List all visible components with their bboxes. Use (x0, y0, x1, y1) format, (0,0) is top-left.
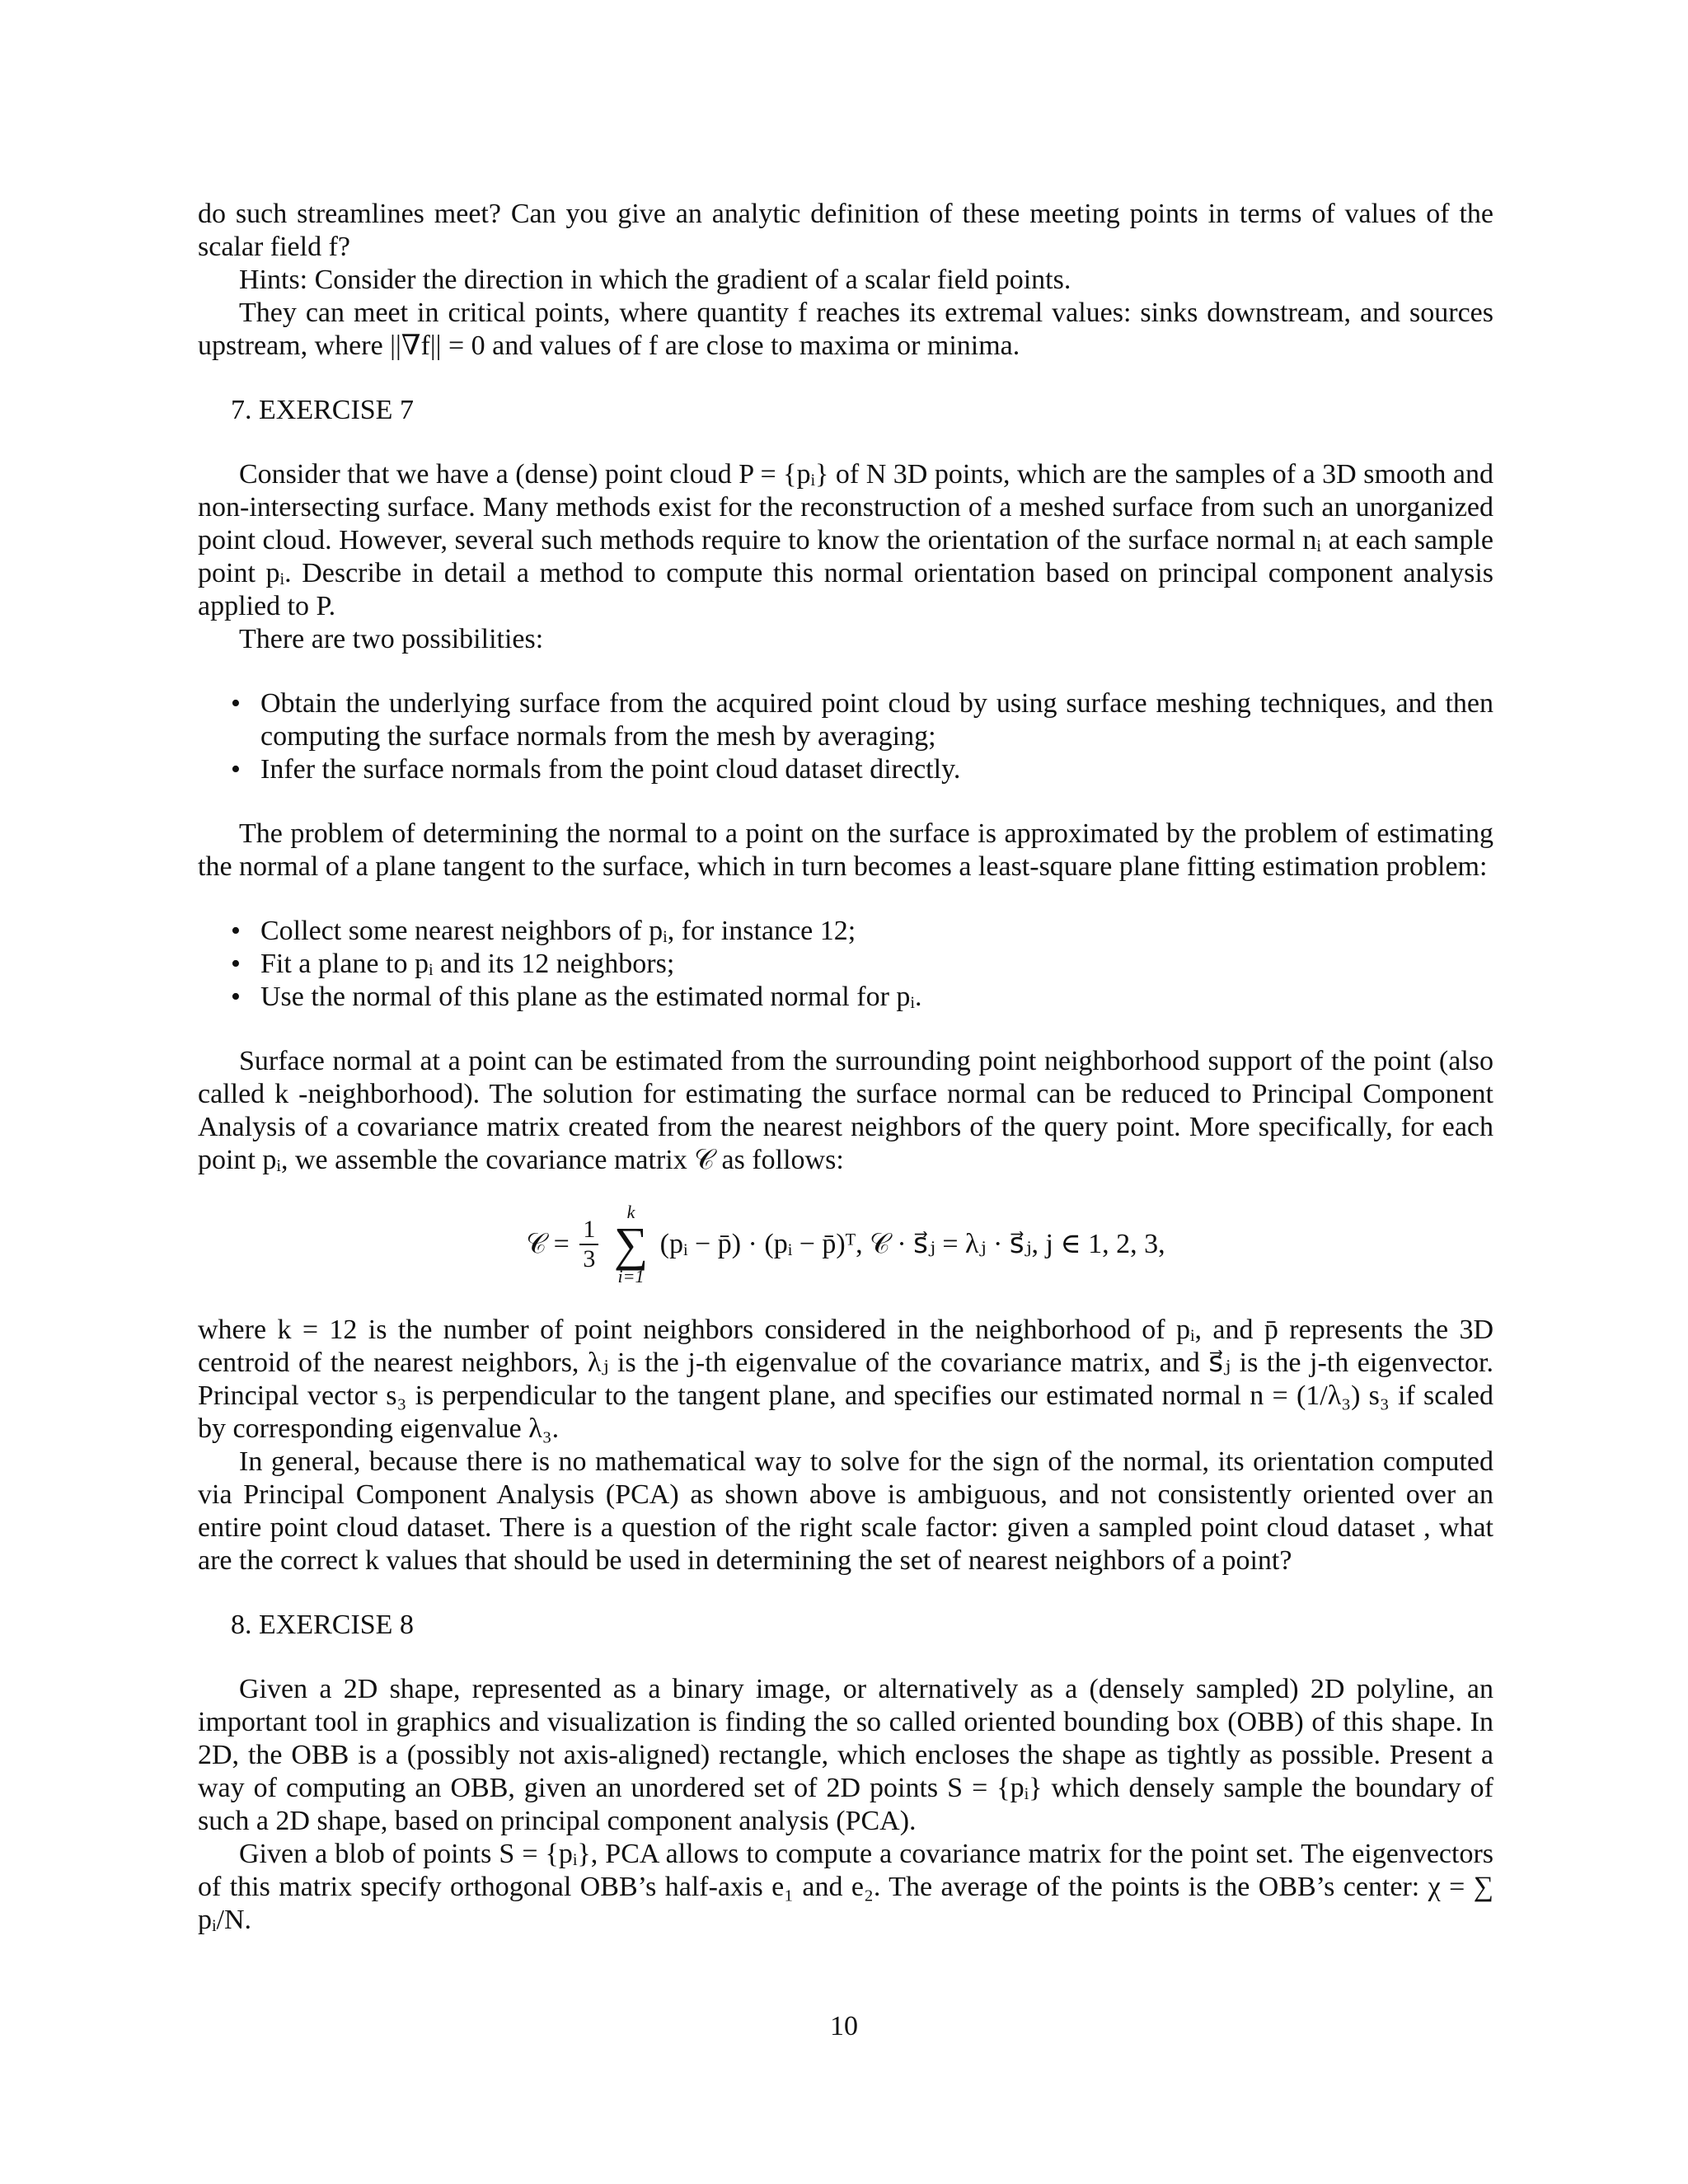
section-heading-exercise-8: 8. EXERCISE 8 (231, 1610, 414, 1640)
summation-sign: ∑ (613, 1217, 649, 1271)
paragraph-two-possibilities: There are two possibilities: (239, 624, 544, 654)
fraction-numerator: 1 (579, 1216, 598, 1245)
equation-fraction (579, 1216, 598, 1273)
fraction-denominator: 3 (583, 1245, 596, 1272)
paragraph-hints: Hints: Consider the direction in which the gradient of a scalar field points. (239, 265, 1071, 295)
list-item-text: Fit a plane to pᵢ and its 12 neighbors; (260, 949, 675, 979)
page-number: 10 (830, 2011, 858, 2041)
paragraph-exercise-8-question: Given a 2D shape, represented as a binary image, or alternatively as a (densely sampled) 2D polyline, an important tool in graphics and visualization is finding the so called oriented bounding box (OBB) of this shape. In 2D, the OBB is a (possibly not axis-aligned) rectangle, which encloses the shape as tightly as possible. Present a way of computing an OBB, given an unordered set of 2D points S = {pᵢ} which densely sample the boundary of such a 2D shape, based on principal component analysis (PCA). (198, 1674, 1493, 1836)
list-item (231, 981, 1493, 1014)
list-item (231, 948, 1493, 981)
bullet-icon: • (231, 949, 241, 979)
bullet-list-steps (231, 915, 1493, 1014)
summation-lower-limit: i=1 (617, 1266, 645, 1286)
covariance-equation (198, 1202, 1493, 1292)
list-item (231, 915, 1493, 948)
paragraph-normal-problem: The problem of determining the normal to a point on the surface is approximated by the problem of estimating the normal of a plane tangent to the surface, which in turn becomes a least-square plane fitting estimation problem: (198, 818, 1493, 882)
paragraph-where: where k = 12 is the number of point neighbors considered in the neighborhood of pᵢ, and p̄ represents the 3D centroid of the nearest neighbors, λⱼ is the j-th eigenvalue of the covariance matrix, and s⃗ⱼ is the j-th eigenvector. Principal vector s₃ is perpendicular to the tangent plane, and specifies our estimated normal n = (1/λ₃) s₃ if scaled by corresponding eigenvalue λ₃. (198, 1315, 1493, 1444)
summation (614, 1202, 648, 1287)
bullet-icon: • (231, 754, 241, 785)
list-item-text: Obtain the underlying surface from the acquired point cloud by using surface meshing techniques, and then computing the surface normals from the mesh by averaging; (260, 688, 1493, 752)
bullet-icon: • (231, 688, 241, 719)
bullet-icon: • (231, 916, 241, 946)
list-item-text: Infer the surface normals from the point cloud dataset directly. (260, 754, 961, 785)
list-item (231, 753, 1493, 786)
equation-body: (pᵢ − p̄) · (pᵢ − p̄)ᵀ, 𝒞 · s⃗ⱼ = λⱼ · s⃗ⱼ, j ∈ 1, 2, 3, (659, 1229, 1165, 1259)
paragraph-continuation: do such streamlines meet? Can you give an analytic definition of these meeting points in terms of values of the scalar field f? (198, 199, 1493, 262)
paragraph-exercise-8-answer: Given a blob of points S = {pᵢ}, PCA allows to compute a covariance matrix for the point set. The eigenvectors of this matrix specify orthogonal OBB’s half-axis e₁ and e₂. The average of the points is the OBB’s center: χ = ∑ pᵢ/N. (198, 1839, 1493, 1935)
paragraph-answer-6: They can meet in critical points, where quantity f reaches its extremal values: sinks downstream, and sources upstream, where ||∇f|| = 0 and values of f are close to maxima or minima. (198, 298, 1493, 361)
list-item-text: Collect some nearest neighbors of pᵢ, for instance 12; (260, 916, 856, 946)
summation-upper-limit: k (626, 1202, 635, 1222)
equation-lhs: 𝒞 = (526, 1229, 570, 1259)
list-item (231, 687, 1493, 753)
section-heading-exercise-7: 7. EXERCISE 7 (231, 395, 414, 425)
paragraph-in-general: In general, because there is no mathematical way to solve for the sign of the normal, its orientation computed via Principal Component Analysis (PCA) as shown above is ambiguous, and not consistently oriented over an entire point cloud dataset. There is a question of the right scale factor: given a sampled point cloud dataset , what are the correct k values that should be used in determining the set of nearest neighbors of a point? (198, 1446, 1493, 1576)
paragraph-exercise-7-question: Consider that we have a (dense) point cloud P = {pᵢ} of N 3D points, which are the samples of a 3D smooth and non-intersecting surface. Many methods exist for the reconstruction of a meshed surface from such an unorganized point cloud. However, several such methods require to know the orientation of the surface normal nᵢ at each sample point pᵢ. Describe in detail a method to compute this normal orientation based on principal component analysis applied to P. (198, 459, 1493, 621)
paragraph-surface-normal: Surface normal at a point can be estimated from the surrounding point neighborhood support of the point (also called k -neighborhood). The solution for estimating the surface normal can be reduced to Principal Component Analysis of a covariance matrix created from the nearest neighbors of the query point. More specifically, for each point pᵢ, we assemble the covariance matrix 𝒞 as follows: (198, 1046, 1493, 1175)
bullet-list-possibilities (231, 687, 1493, 786)
document-page (198, 198, 1493, 1937)
list-item-text: Use the normal of this plane as the estimated normal for pᵢ. (260, 982, 922, 1012)
bullet-icon: • (231, 982, 241, 1012)
